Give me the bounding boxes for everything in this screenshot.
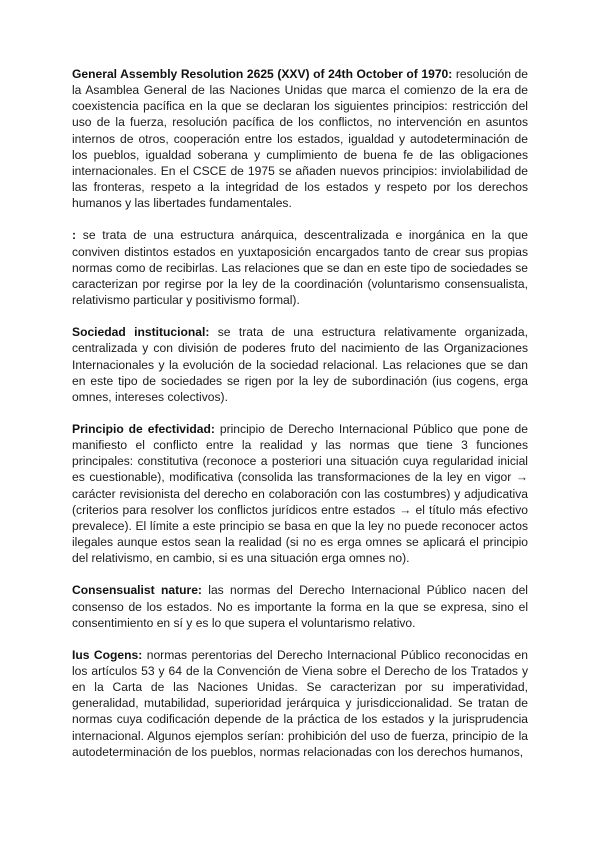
paragraph-principio-efectividad (72, 421, 528, 566)
term-heading: General Assembly Resolution 2625 (XXV) of 24th October of 1970: (72, 67, 453, 81)
term-heading: Ius Cogens: (72, 647, 143, 662)
paragraph-body: las normas del Derecho Internacional Público nacen del consenso de los estados. No es importante la forma en la que se expresa, sino el consentimiento en sí y es lo que supera el voluntarismo relativo. (72, 583, 528, 630)
term-heading: Sociedad institucional: (72, 325, 210, 340)
paragraph-body: principio de Derecho Internacional Público que pone de manifiesto el conflicto entre la realidad y las normas que tiene 3 funciones principales: constitutiva (reconoce a posteriori una situación cuya regularidad inicial es cuestionable), modificativa (consolida las transformaciones de la ley en vigor → carácter revisionista del derecho en colaboración con las costumbres) y adjudicativa (criterios para resolver los conflictos jurídicos entre estados → el título más efectivo prevalece). El límite a este principio se basa en que la ley no puede reconocer actos ilegales aunque estos sean la realidad (si no es erga omnes se aplicará el principio del relativismo, en cambio, si es una situación erga omnes no). (72, 421, 529, 566)
paragraph-resolution-2625 (72, 66, 528, 211)
paragraph-sociedad-relacional (72, 227, 528, 308)
paragraph-ius-cogens (72, 647, 528, 760)
paragraph-consensualist-nature (72, 582, 528, 630)
term-heading: Principio de efectividad: (72, 421, 215, 436)
paragraph-body: normas perentorias del Derecho Internacional Público reconocidas en los artículos 53 y 64 de la Convención de Viena sobre el Derecho de los Tratados y en la Carta de las Naciones Unidas. Se caracterizan por su imperatividad, generalidad, mutabilidad, superioridad jerárquica y jurisdiccionalidad. Se tratan de normas cuya codificación depende de la práctica de los estados y la jurisprudencia internacional. Algunos ejemplos serían: prohibición del uso de fuerza, principio de la autodeterminación de los pueblos, normas relacionadas con los derechos humanos, (72, 647, 528, 759)
term-heading: : (72, 228, 77, 243)
document-page (72, 66, 528, 776)
paragraph-sociedad-institucional (72, 324, 528, 405)
paragraph-body: se trata de una estructura anárquica, descentralizada e inorgánica en la que conviven distintos estados en yuxtaposición encargados tanto de crear sus propias normas como de recibirlas. Las relaciones que se dan en este tipo de sociedades se caracterizan por regirse por la ley de la coordinación (voluntarismo consensualista, relativismo particular y positivismo formal). (72, 228, 528, 308)
paragraph-body: resolución de la Asamblea General de las Naciones Unidas que marca el comienzo de la era de coexistencia pacífica en la que se declaran los siguientes principios: restricción del uso de la fuerza, resolución pacífica de los conflictos, no intervención en asuntos internos de otros, cooperación entre los estados, igualdad y autodeterminación de los pueblos, igualdad soberana y cumplimiento de buena fe de las obligaciones internacionales. En el CSCE de 1975 se añaden nuevos principios: inviolabilidad de las fronteras, respeto a la integridad de los estados y respeto por los derechos humanos y las libertades fundamentales. (72, 67, 529, 211)
term-heading: Consensualist nature: (72, 583, 202, 598)
paragraph-body: se trata de una estructura relativamente organizada, centralizada y con división de poderes fruto del nacimiento de las Organizaciones Internacionales y la evolución de la sociedad relacional. Las relaciones que se dan en este tipo de sociedades se rigen por la ley de subordinación (ius cogens, erga omnes, intereses colectivos). (72, 325, 528, 404)
